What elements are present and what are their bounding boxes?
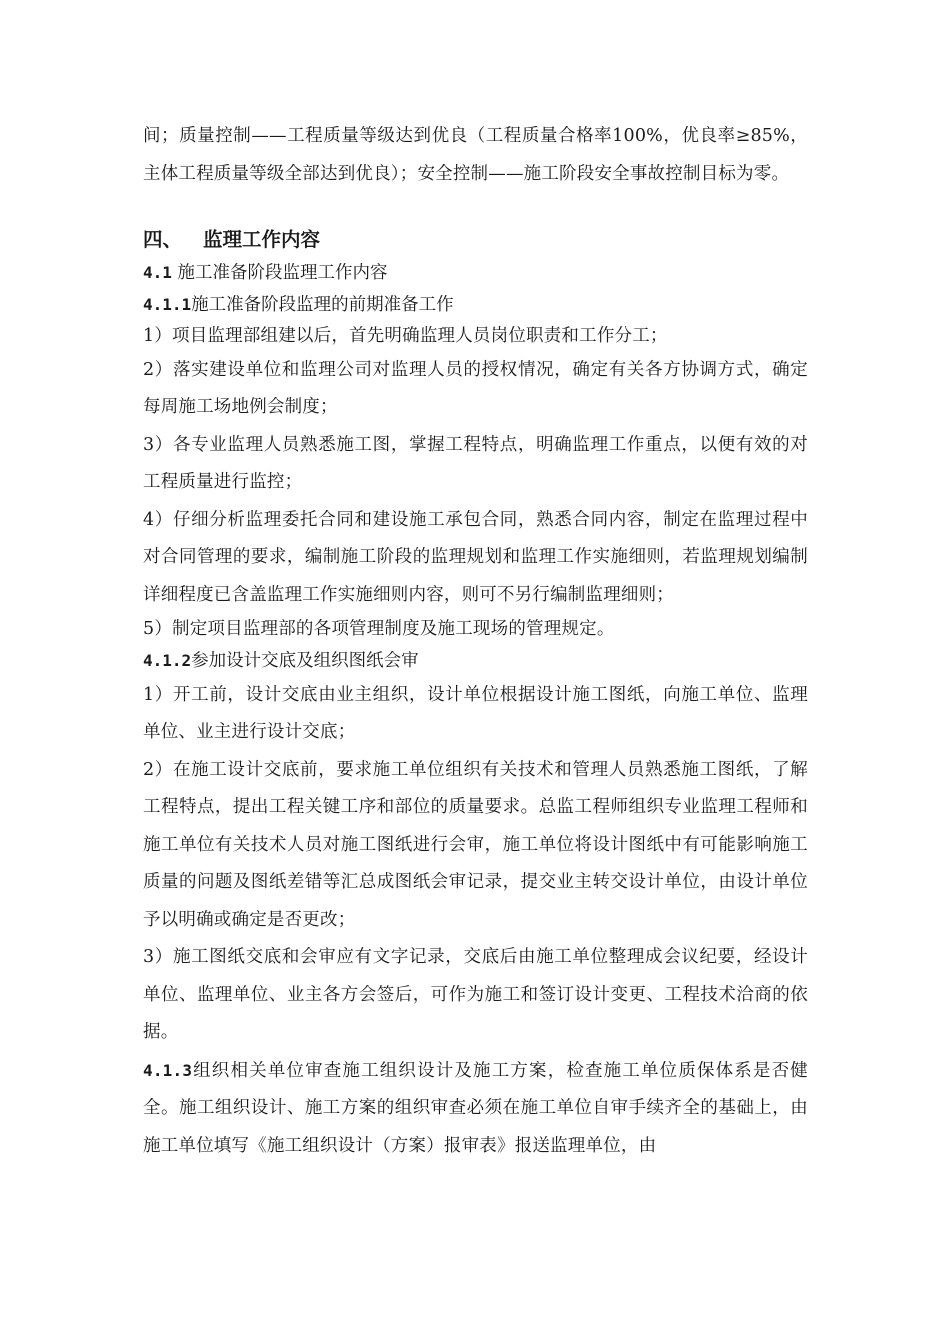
subsection-title: 施工准备阶段监理的前期准备工作 <box>191 295 454 315</box>
list-item: 1）项目监理部组建以后，首先明确监理人员岗位职责和工作分工； <box>143 326 668 346</box>
section-title: 监理工作内容 <box>203 228 321 251</box>
subsection-number: 4.1.1 <box>143 295 192 314</box>
document-page <box>143 118 808 1165</box>
subsection-number: 4.1.2 <box>143 650 192 670</box>
subsection-heading-4-1 <box>143 257 808 289</box>
section-heading <box>143 223 808 257</box>
subsection-heading-4-1-1 <box>143 289 808 321</box>
section-number: 四、 <box>143 228 183 251</box>
list-item: 2）落实建设单位和监理公司对监理人员的授权情况，确定有关各方协调方式，确定每周施工场地例会制度； <box>143 359 808 417</box>
intro-paragraph: 间；质量控制——工程质量等级达到优良（工程质量合格率100%，优良率≥85%，主体工程质量等级全部达到优良）；安全控制——施工阶段安全事故控制目标为零。 <box>143 126 808 184</box>
subsection-paragraph-4-1-3 <box>143 1052 808 1166</box>
list-item: 5）制定项目监理部的各项管理制度及施工现场的管理规定。 <box>143 619 615 639</box>
list-item: 1）开工前，设计交底由业主组织，设计单位根据设计施工图纸，向施工单位、监理单位、业主进行设计交底； <box>143 684 808 742</box>
list-item: 4）仔细分析监理委托合同和建设施工承包合同，熟悉合同内容，制定在监理过程中对合同管理的要求，编制施工阶段的监理规划和监理工作实施细则，若监理规划编制详细程度已含盖监理工作实施细则内容，则可不另行编制监理细则； <box>143 509 808 605</box>
list-item: 3）施工图纸交底和会审应有文字记录，交底后由施工单位整理成会议纪要，经设计单位、监理单位、业主各方会签后，可作为施工和签订设计变更、工程技术洽商的依据。 <box>143 947 808 1042</box>
subsection-heading-4-1-2 <box>143 645 808 677</box>
subsection-number: 4.1 <box>143 263 172 282</box>
subsection-text: 组织相关单位审查施工组织设计及施工方案，检查施工单位质保体系是否健全。施工组织设计、施工方案的组织审查必须在施工单位自审手续齐全的基础上，由施工单位填写《施工组织设计（方案）报审表》报送监理单位，由 <box>143 1060 808 1156</box>
list-item: 2）在施工设计交底前，要求施工单位组织有关技术和管理人员熟悉施工图纸，了解工程特点，提出工程关键工序和部位的质量要求。总监工程师组织专业监理工程师和施工单位有关技术人员对施工图纸进行会审，施工单位将设计图纸中有可能影响施工质量的问题及图纸差错等汇总成图纸会审记录，提交业主转交设计单位，由设计单位予以明确或确定是否更改； <box>143 759 808 930</box>
subsection-title: 参加设计交底及组织图纸会审 <box>191 650 419 671</box>
subsection-number: 4.1.3 <box>143 1060 193 1080</box>
list-item: 3）各专业监理人员熟悉施工图，掌握工程特点，明确监理工作重点，以便有效的对工程质量进行监控； <box>143 434 808 492</box>
subsection-title: 施工准备阶段监理工作内容 <box>177 263 388 283</box>
